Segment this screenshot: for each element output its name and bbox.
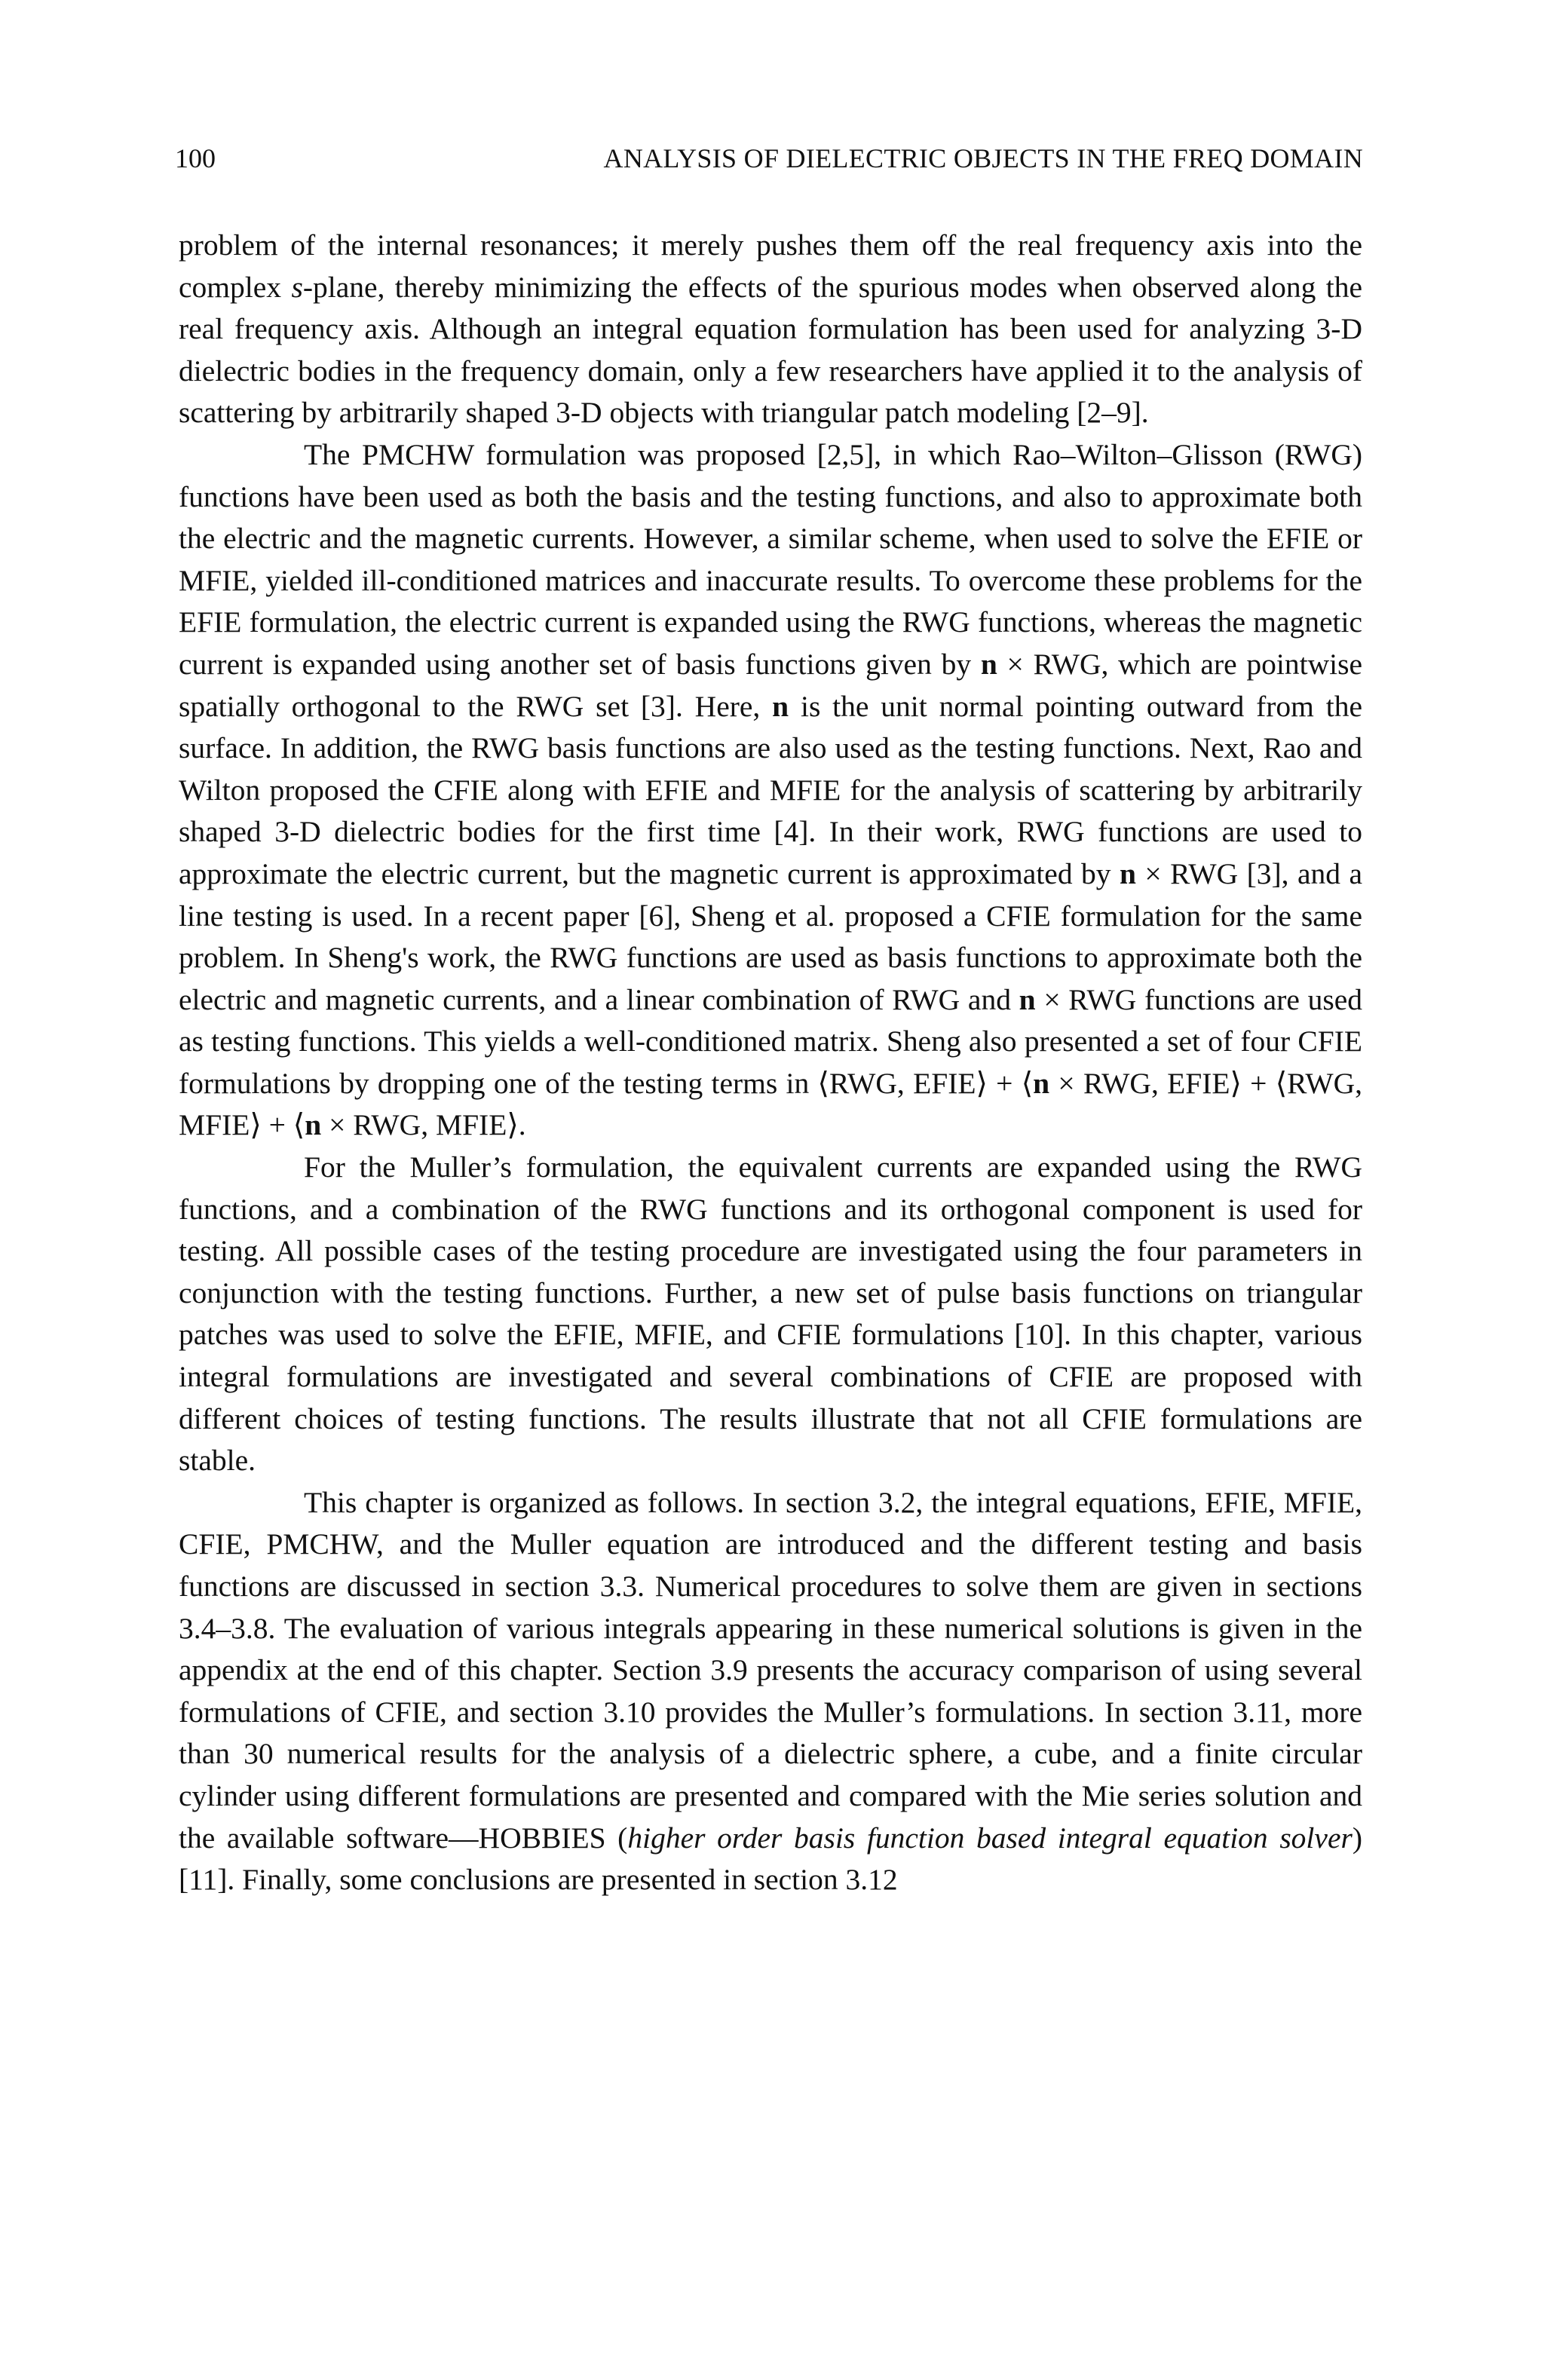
italic-phrase: higher order basis function based integral equation solver	[627, 1821, 1353, 1855]
text-run: × RWG, which are pointwise spatially orthogonal to the RWG set [3]. Here,	[179, 647, 1363, 723]
text-run: × RWG, MFIE⟩.	[321, 1108, 526, 1142]
text-run: The PMCHW formulation was proposed [2,5], in which Rao–Wilton–Glisson (RWG) functions have been used as both the basis and the testing functions, and also to approximate both the electric and the magnetic currents. However, a similar scheme, when used to solve the EFIE or MFIE, yielded ill-conditioned matrices and inaccurate results. To overcome these problems for the EFIE formulation, the electric current is expanded using the RWG functions, whereas the magnetic current is expanded using another set of basis functions given by	[179, 437, 1362, 681]
text-run: is the unit normal pointing outward from the surface. In addition, the RWG basis functions are also used as the testing functions. Next, Rao and Wilton proposed the CFIE along with EFIE and MFIE for the analysis of scattering by arbitrarily shaped 3-D dielectric bodies for the first time [4]. In their work, RWG functions are used to approximate the electric current, but the magnetic current is approximated by	[179, 689, 1362, 890]
running-head	[175, 136, 1363, 181]
bold-vector-n: n	[1120, 856, 1136, 890]
text-run: ) [11]. Finally, some conclusions are presented in section 3.12	[179, 1821, 1363, 1897]
text-run: × RWG functions are used as testing functions. This yields a well-conditioned matrix. Sheng also presented a set of four CFIE formulations by dropping one of the testing terms in ⟨RWG, EFIE⟩ + ⟨	[179, 982, 1362, 1100]
paragraph-1	[179, 225, 1362, 434]
text-run: For the Muller’s formulation, the equivalent currents are expanded using the RWG functions, and a combination of the RWG functions and its orthogonal component is used for testing. All possible cases of the testing procedure are investigated using the four parameters in conjunction with the testing functions. Further, a new set of pulse basis functions on triangular patches was used to solve the EFIE, MFIE, and CFIE formulations [10]. In this chapter, various integral formulations are investigated and several combinations of CFIE are proposed with different choices of testing functions. The results illustrate that not all CFIE formulations are stable.	[179, 1150, 1362, 1478]
paragraph-4	[179, 1482, 1362, 1901]
paragraph-3	[179, 1147, 1362, 1482]
text-run: This chapter is organized as follows. In section 3.2, the integral equations, EFIE, MFIE, CFIE, PMCHW, and the Muller equation are introduced and the different testing and basis functions are discussed in section 3.3. Numerical procedures to solve them are given in sections 3.4–3.8. The evaluation of various integrals appearing in these numerical solutions is given in the appendix at the end of this chapter. Section 3.9 presents the accuracy comparison of using several formulations of CFIE, and section 3.10 provides the Muller’s formulations. In section 3.11, more than 30 numerical results for the analysis of a dielectric sphere, a cube, and a finite circular cylinder using different formulations are presented and compared with the Mie series solution and the available software—HOBBIES (	[179, 1485, 1362, 1855]
body-text	[179, 225, 1362, 1901]
bold-vector-n: n	[1033, 1066, 1050, 1100]
text-run: problem of the internal resonances; it merely pushes them off the real frequency axis into the complex	[179, 228, 1362, 304]
page-number: 100	[175, 143, 216, 173]
bold-vector-n: n	[772, 689, 789, 723]
text-run: × RWG [3], and a line testing is used. In a recent paper [6], Sheng et al. proposed a CFIE formulation for the same problem. In Sheng's work, the RWG functions are used as basis functions to approximate both the electric and magnetic currents, and a linear combination of RWG and	[179, 856, 1362, 1016]
text-run: × RWG, EFIE⟩ + ⟨RWG, MFIE⟩ + ⟨	[179, 1066, 1363, 1142]
paragraph-2	[179, 434, 1362, 1147]
bold-vector-n: n	[305, 1108, 322, 1142]
running-title: ANALYSIS OF DIELECTRIC OBJECTS IN THE FREQ DOMAIN	[603, 143, 1363, 173]
text-run: -plane, thereby minimizing the effects of the spurious modes when observed along the real frequency axis. Although an integral equation formulation has been used for analyzing 3-D dielectric bodies in the frequency domain, only a few researchers have applied it to the analysis of scattering by arbitrarily shaped 3-D objects with triangular patch modeling [2–9].	[179, 270, 1363, 430]
bold-vector-n: n	[1019, 982, 1036, 1016]
italic-symbol: s	[291, 270, 303, 304]
bold-vector-n: n	[980, 647, 997, 681]
